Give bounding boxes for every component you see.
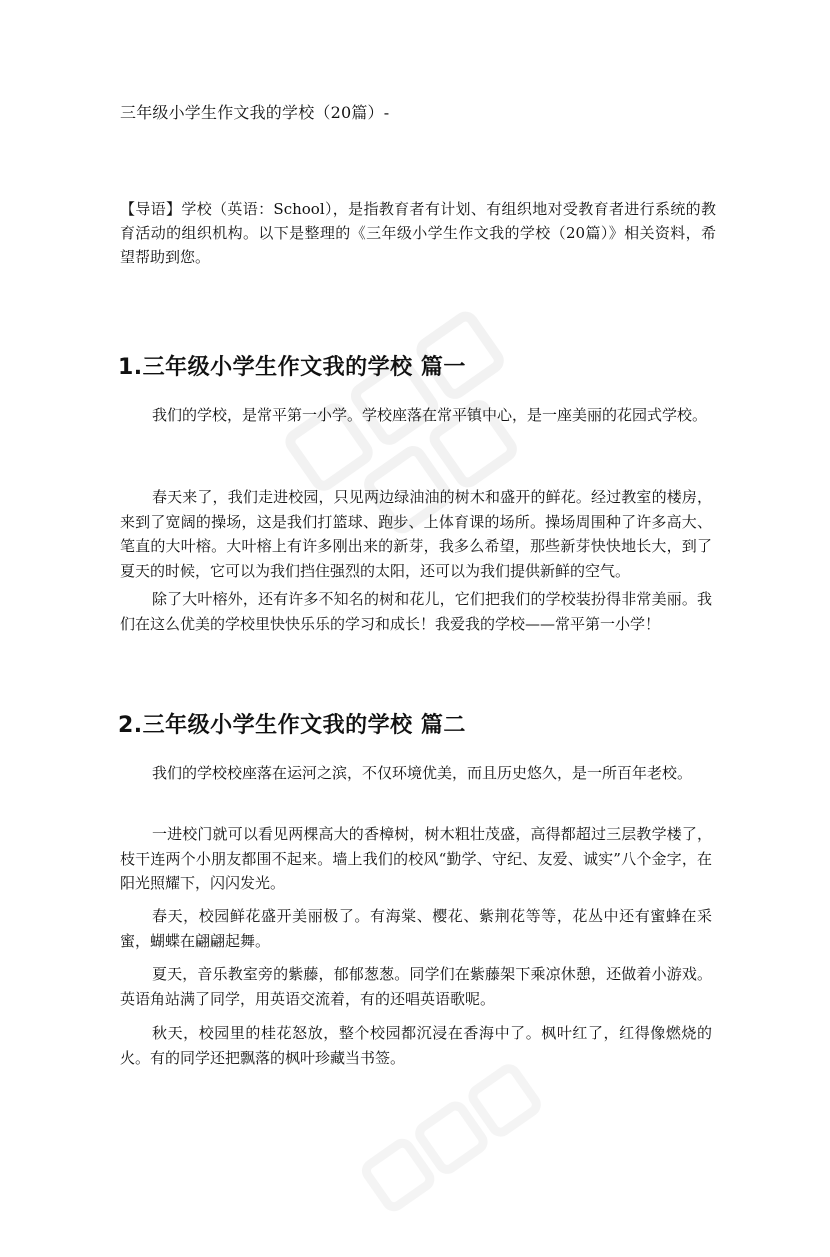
watermark-logo-icon-bottom	[344, 1043, 577, 1256]
section-heading-1: 1.三年级小学生作文我的学校 篇一	[118, 355, 466, 380]
section-2-paragraph-2: 一进校门就可以看见两棵高大的香樟树，树木粗壮茂盛，高得都超过三层教学楼了，枝干连两个小朋友都围不起来。墙上我们的校风“勤学、守纪、友爱、诚实”八个金字，在阳光照耀下，闪闪发光。	[120, 825, 712, 892]
section-1-paragraph-3: 除了大叶榕外，还有许多不知名的树和花儿，它们把我们的学校装扮得非常美丽。我们在这么优美的学校里快快乐乐的学习和成长！我爱我的学校——常平第一小学！	[120, 590, 712, 633]
section-1-paragraph-2: 春天来了，我们走进校园，只见两边绿油油的树木和盛开的鲜花。经过教室的楼房，来到了宽阔的操场，这是我们打篮球、跑步、上体育课的场所。操场周围种了许多高大、笔直的大叶榕。大叶榕上有许多刚出来的新芽，我多么希望，那些新芽快快地长大，到了夏天的时候，它可以为我们挡住强烈的太阳，还可以为我们提供新鲜的空气。	[120, 488, 712, 580]
section-heading-2: 2.三年级小学生作文我的学校 篇二	[118, 713, 466, 738]
document-title: 三年级小学生作文我的学校（20篇）-	[120, 103, 390, 122]
intro-paragraph: 【导语】学校（英语：School），是指教育者有计划、有组织地对受教育者进行系统的教育活动的组织机构。以下是整理的《三年级小学生作文我的学校（20篇）》相关资料，希望帮助到您。	[120, 200, 716, 266]
section-2-paragraph-5: 秋天，校园里的桂花怒放，整个校园都沉浸在香海中了。枫叶红了，红得像燃烧的火。有的同学还把飘落的枫叶珍藏当书签。	[120, 1024, 712, 1067]
section-2-paragraph-1: 我们的学校校座落在运河之滨，不仅环境优美，而且历史悠久，是一所百年老校。	[152, 764, 693, 782]
section-1-paragraph-1: 我们的学校，是常平第一小学。学校座落在常平镇中心，是一座美丽的花园式学校。	[152, 406, 708, 424]
section-2-paragraph-4: 夏天，音乐教室旁的紫藤，郁郁葱葱。同学们在紫藤架下乘凉休憩，还做着小游戏。英语角站满了同学，用英语交流着，有的还唱英语歌呢。	[120, 965, 712, 1008]
section-2-paragraph-3: 春天，校园鲜花盛开美丽极了。有海棠、樱花、紫荆花等等，花丛中还有蜜蜂在采蜜，蝴蝶在翩翩起舞。	[120, 907, 712, 950]
